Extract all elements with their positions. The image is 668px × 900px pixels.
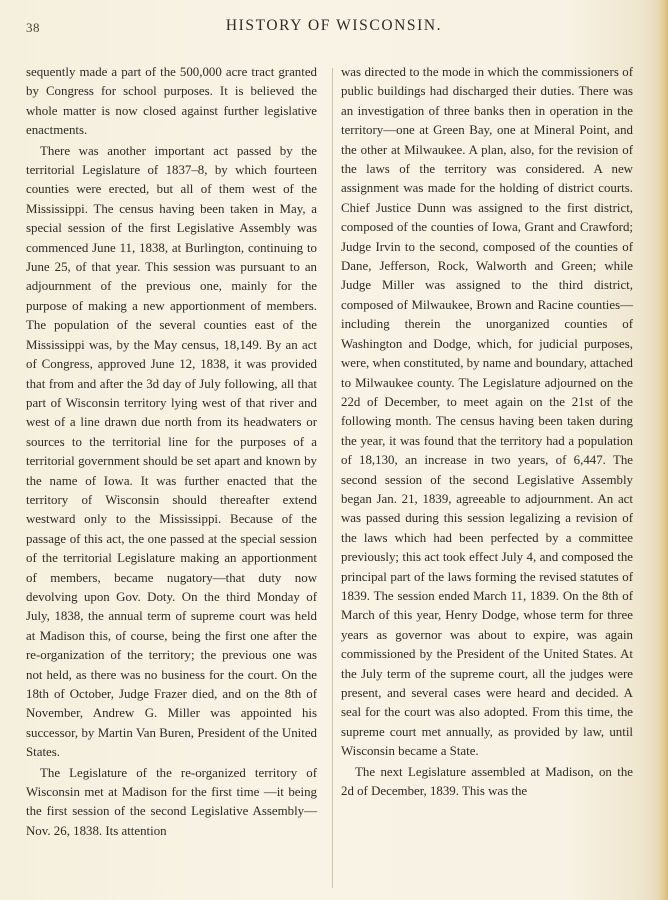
paragraph: was directed to the mode in which the commissioners of public buildings had discharged their duties. There was an investigation of three banks then in operation in the territory—one at Green Bay, one at Mineral Point, and the other at Milwaukee. A plan, also, for the revision of the laws of the territory was considered. A new assignment was made for the holding of district courts. Chief Justice Dunn was assigned to the first district, composed of the counties of Iowa, Grant and Crawford; Judge Irvin to the second, composed of the counties of Dane, Jefferson, Rock, Walworth and Green; while Judge Miller was assigned to the third district, composed of Milwaukee, Brown and Racine counties—including therein the unorganized counties of Washington and Dodge, which, for judicial purposes, were, when constituted, by name and boundary, attached to Milwaukee county. The Legislature adjourned on the 22d of December, to meet again on the 21st of the following month. The census having been taken during the year, it was found that the territory had a population of 18,130, an increase in two years, of 6,447. The second session of the second Legislative Assembly began Jan. 21, 1839, agreeable to adjournment. An act was passed during this session legalizing a revision of the laws which had been perfected by a committee previously; this act took effect July 4, and composed the principal part of the laws forming the revised statutes of 1839. The session ended March 11, 1839. On the 8th of March of this year, Henry Dodge, whose term for three years as governor was about to expire, was again commissioned by the President of the United States. At the July term of the supreme court, all the judges were present, and several cases were heard and decided. A seal for the court was also adopted. From this time, the supreme court met annually, as provided by law, until Wisconsin became a State. bbox=[341, 65, 633, 759]
paragraph: sequently made a part of the 500,000 acre tract granted by Congress for school purposes. It is believed the whole matter is now closed against further legislative enactments. bbox=[26, 65, 317, 138]
paragraph: The Legislature of the re-organized territory of Wisconsin met at Madison for the first time —it being the first session of the second Legislative Assembly—Nov. 26, 1838. Its attention bbox=[26, 765, 317, 838]
paragraph: There was another important act passed by the territorial Legislature of 1837–8, by which fourteen counties were erected, but all of them west of the Mississippi. The census having been taken in May, a special session of the first Legislative Assembly was commenced June 11, 1838, at Burlington, continuing to June 25, of that year. This session was pursuant to an adjournment of the previous one, mainly for the purpose of making a new apportionment of members. The population of the several counties east of the Mississippi was, by the May census, 18,149. By an act of Congress, approved June 12, 1838, it was provided that from and after the 3d day of July following, all that part of Wisconsin territory lying west of that river and west of a line drawn due north from its headwaters or sources to the territorial line for the purposes of a territorial government should be set apart and known by the name of Iowa. It was further enacted that the territory of Wisconsin should thereafter extend westward only to the Mississippi. Because of the passage of this act, the one passed at the special session of the territorial Legislature making an apportionment of members, became nugatory—that duty now devolving upon Gov. Doty. On the third Monday of July, 1838, the annual term of supreme court was held at Madison this, of course, being the first one after the re-organization of the territory; the previous one was not held, as there was no business for the court. On the 18th of October, Judge Frazer died, and on the 8th of November, Andrew G. Miller was appointed his successor, by Martin Van Buren, President of the United States. bbox=[26, 143, 317, 760]
page-edge-shadow bbox=[658, 0, 668, 900]
paragraph: The next Legislature assembled at Madison, on the 2d of December, 1839. This was the bbox=[341, 764, 633, 799]
left-column bbox=[26, 63, 317, 841]
column-divider bbox=[332, 68, 333, 888]
running-head: HISTORY OF WISCONSIN. bbox=[225, 17, 443, 34]
right-column bbox=[341, 63, 633, 801]
page-number: 38 bbox=[26, 20, 40, 35]
